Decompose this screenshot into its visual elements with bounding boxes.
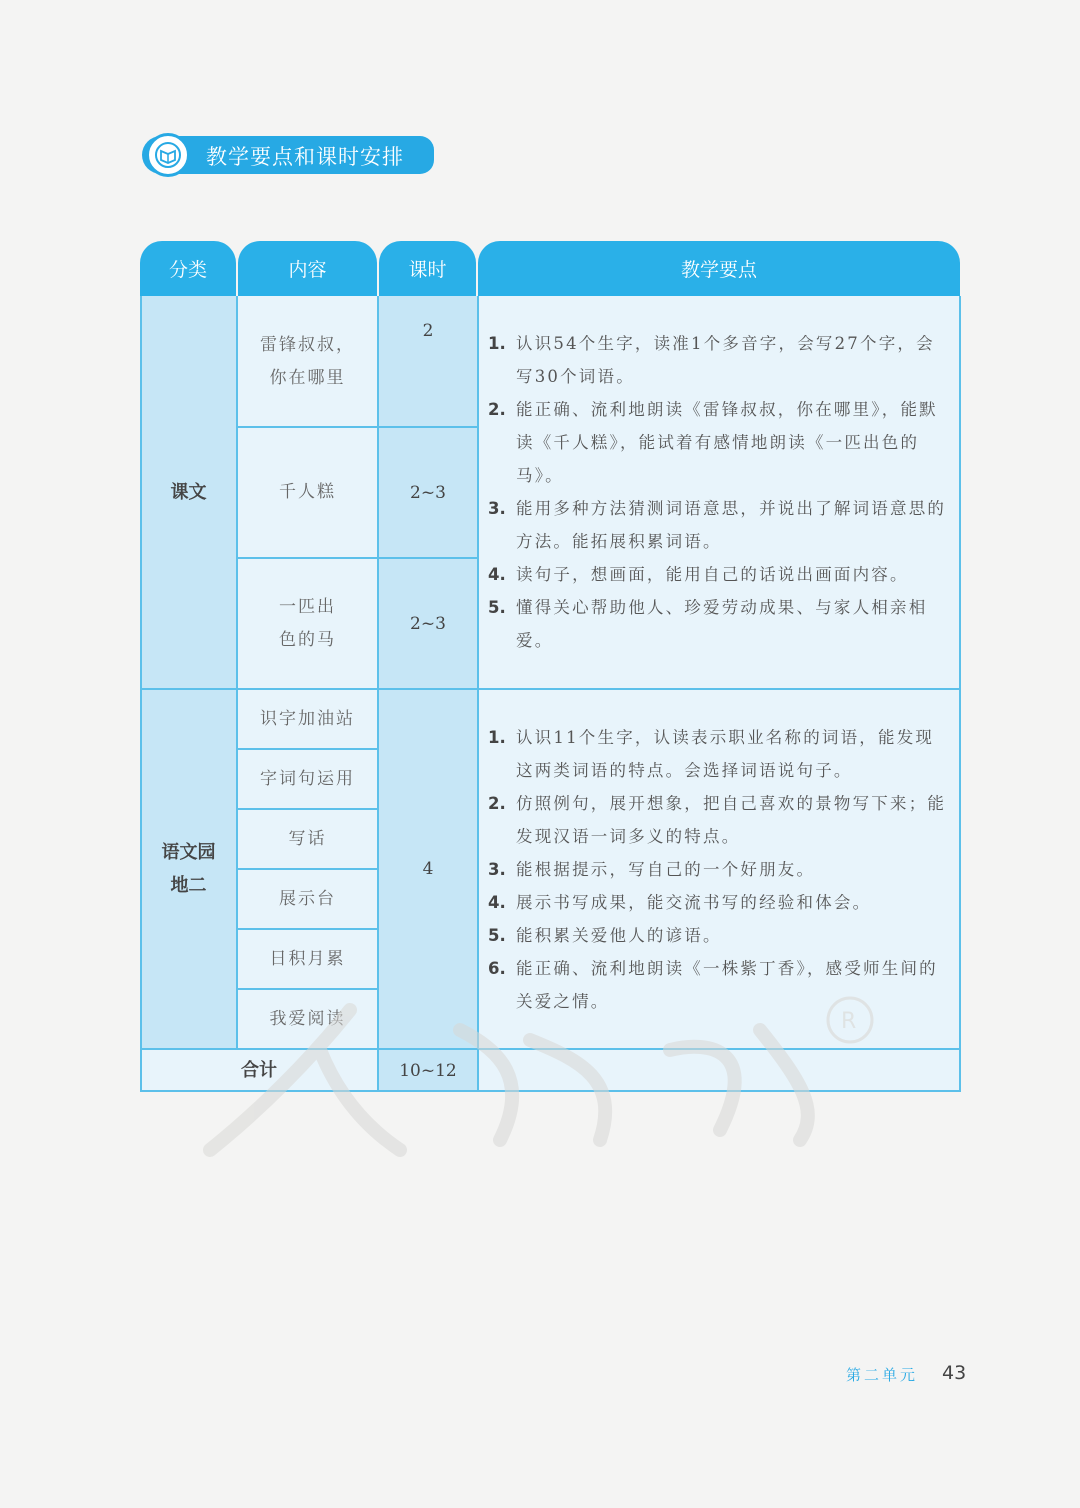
header-hours: 课时 [379,241,476,296]
category-cell [140,296,237,689]
key-point: 4. 读句子，想画面，能用自己的话说出画面内容。 [488,565,909,584]
content-cell [237,929,378,989]
table-border [377,296,379,1092]
unit-label: 第二单元 [846,1366,919,1384]
hours-cell [378,296,478,427]
total-hours: 10~12 [399,1060,457,1081]
content-label: 字词句运用 [260,768,355,789]
key-point: 4. 展示书写成果，能交流书写的经验和体会。 [488,893,872,912]
key-points-list [488,327,950,657]
hours-value: 2 [422,320,434,341]
table-border [140,688,961,690]
key-points-list [488,721,950,1018]
content-label: 一匹出色的马 [279,596,336,650]
header-key-points: 教学要点 [478,241,960,296]
header-category: 分类 [140,241,236,296]
hours-value: 2~3 [410,613,446,634]
content-label: 我爱阅读 [269,1008,346,1029]
section-title: 教学要点和课时安排 [206,145,404,169]
header-content: 内容 [238,241,377,296]
hours-value: 4 [422,859,434,879]
table-border [959,296,961,1092]
key-point: 5. 能积累关爱他人的谚语。 [488,926,722,945]
key-point: 3. 能用多种方法猜测词语意思，并说出了解词语意思的方法。能拓展积累词语。 [488,499,947,551]
content-cell [237,869,378,929]
key-point: 1. 认识11个生字，认读表示职业名称的词语，能发现这两类词语的特点。会选择词语说句子。 [488,728,935,780]
content-label: 识字加油站 [260,708,355,729]
hours-value: 2~3 [410,482,446,503]
content-cell [237,427,378,558]
category-label: 语文园地二 [161,842,216,896]
content-cell [237,558,378,689]
content-label: 千人糕 [279,482,336,502]
key-point: 2. 能正确、流利地朗读《雷锋叔叔，你在哪里》，能默读《千人糕》，能试着有感情地朗读《一匹出色的马》。 [488,400,938,485]
content-cell [237,296,378,427]
category-label: 课文 [170,482,207,503]
key-point: 2. 仿照例句，展开想象，把自己喜欢的景物写下来；能发现汉语一词多义的特点。 [488,794,947,846]
key-point: 3. 能根据提示，写自己的一个好朋友。 [488,860,816,879]
publisher-watermark [200,990,880,1170]
table-border [237,748,378,750]
key-point: 1. 认识54个生字，读准1个多音字，会写27个字，会写30个词语。 [488,334,935,386]
table-border [237,426,478,428]
page-number: 43 [942,1362,967,1384]
content-label: 雷锋叔叔，你在哪里 [260,334,355,388]
table-border [237,868,378,870]
content-label: 日积月累 [269,948,346,969]
hours-cell [378,427,478,558]
hours-cell [378,558,478,689]
table-border [237,808,378,810]
table-border [477,296,479,1092]
table-border [236,296,238,1049]
table-border [237,557,478,559]
content-label: 写话 [288,828,327,849]
content-cell [237,749,378,809]
content-cell [237,809,378,869]
book-reading-icon [146,133,190,177]
key-point: 5. 懂得关心帮助他人、珍爱劳动成果、与家人相亲相爱。 [488,598,928,650]
key-point: 6. 能正确、流利地朗读《一株紫丁香》，感受师生间的关爱之情。 [488,959,938,1011]
table-border [140,296,142,1092]
content-label: 展示台 [279,888,336,909]
svg-text:R: R [841,1009,857,1034]
total-label: 合计 [241,1060,277,1081]
content-cell [237,689,378,749]
table-border [237,928,378,930]
